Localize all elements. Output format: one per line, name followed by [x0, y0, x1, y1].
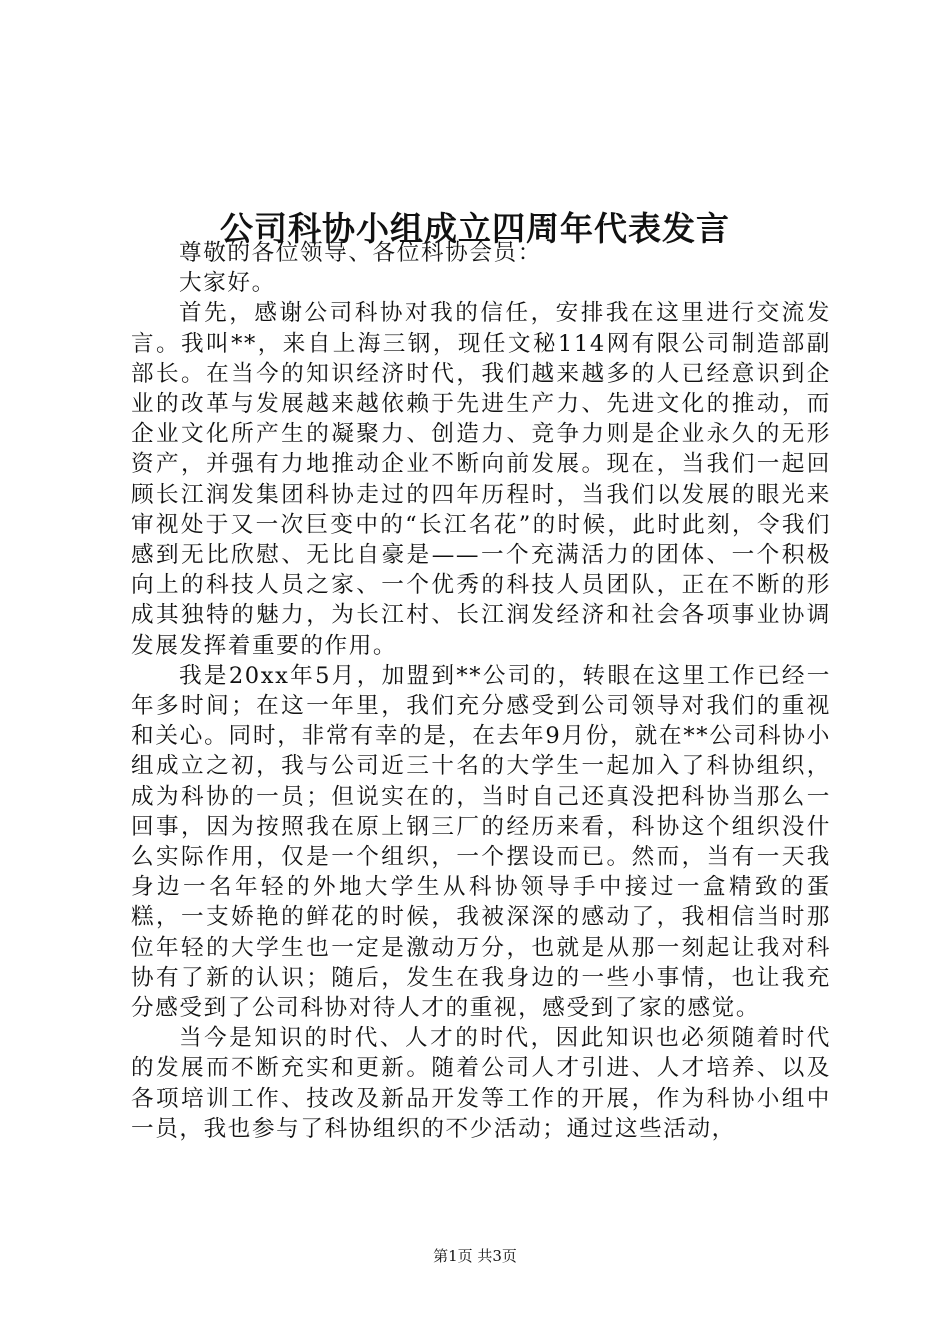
greeting: 大家好。 [179, 270, 276, 297]
paragraph-2: 我是20xx年5月，加盟到**公司的，转眼在这里工作已经一年多时间；在这一年里，我们充分感受到公司领导对我们的重视和关心。同时，非常有幸的是，在去年9月份，就在**公司科协小组成立之初，我与公司近三十名的大学生一起加入了科协组织，成为科协的一员；但说实在的，当时自己还真没把科协当那么一回事，因为按照我在原上钢三厂的经历来看，科协这个组织没什么实际作用，仅是一个组织，一个摆设而已。然而，当有一天我身边一名年轻的外地大学生从科协领导手中接过一盒精致的蛋糕，一支娇艳的鲜花的时候，我被深深的感动了，我相信当时那位年轻的大学生也一定是激动万分，也就是从那一刻起让我对科协有了新的认识；随后，发生在我身边的一些小事情，也让我充分感受到了公司科协对待人才的重视，感受到了家的感觉。 [131, 662, 831, 1022]
paragraph-3: 当今是知识的时代、人才的时代，因此知识也必须随着时代的发展而不断充实和更新。随着公司人才引进、人才培养、以及各项培训工作、技改及新品开发等工作的开展，作为科协小组中一员，我也参与了科协组织的不少活动；通过这些活动， [131, 1025, 831, 1142]
document-body [131, 238, 831, 1144]
paragraph-1: 首先，感谢公司科协对我的信任，安排我在这里进行交流发言。我叫**，来自上海三钢，现任文秘114网有限公司制造部副部长。在当今的知识经济时代，我们越来越多的人已经意识到企业的改革与发展越来越依赖于先进生产力、先进文化的推动，而企业文化所产生的凝聚力、创造力、竞争力则是企业永久的无形资产，并强有力地推动企业不断向前发展。现在，当我们一起回顾长江润发集团科协走过的四年历程时，当我们以发展的眼光来审视处于又一次巨变中的“长江名花”的时候，此时此刻，令我们感到无比欣慰、无比自豪是——一个充满活力的团体、一个积极向上的科技人员之家、一个优秀的科技人员团队，正在不断的形成其独特的魅力，为长江村、长江润发经济和社会各项事业协调发展发挥着重要的作用。 [131, 300, 831, 659]
salutation: 尊敬的各位领导、各位科协会员： [179, 240, 542, 266]
page-footer: 第1页 共3页 [433, 1247, 517, 1265]
document-title: 公司科协小组成立四周年代表发言 [220, 209, 730, 249]
